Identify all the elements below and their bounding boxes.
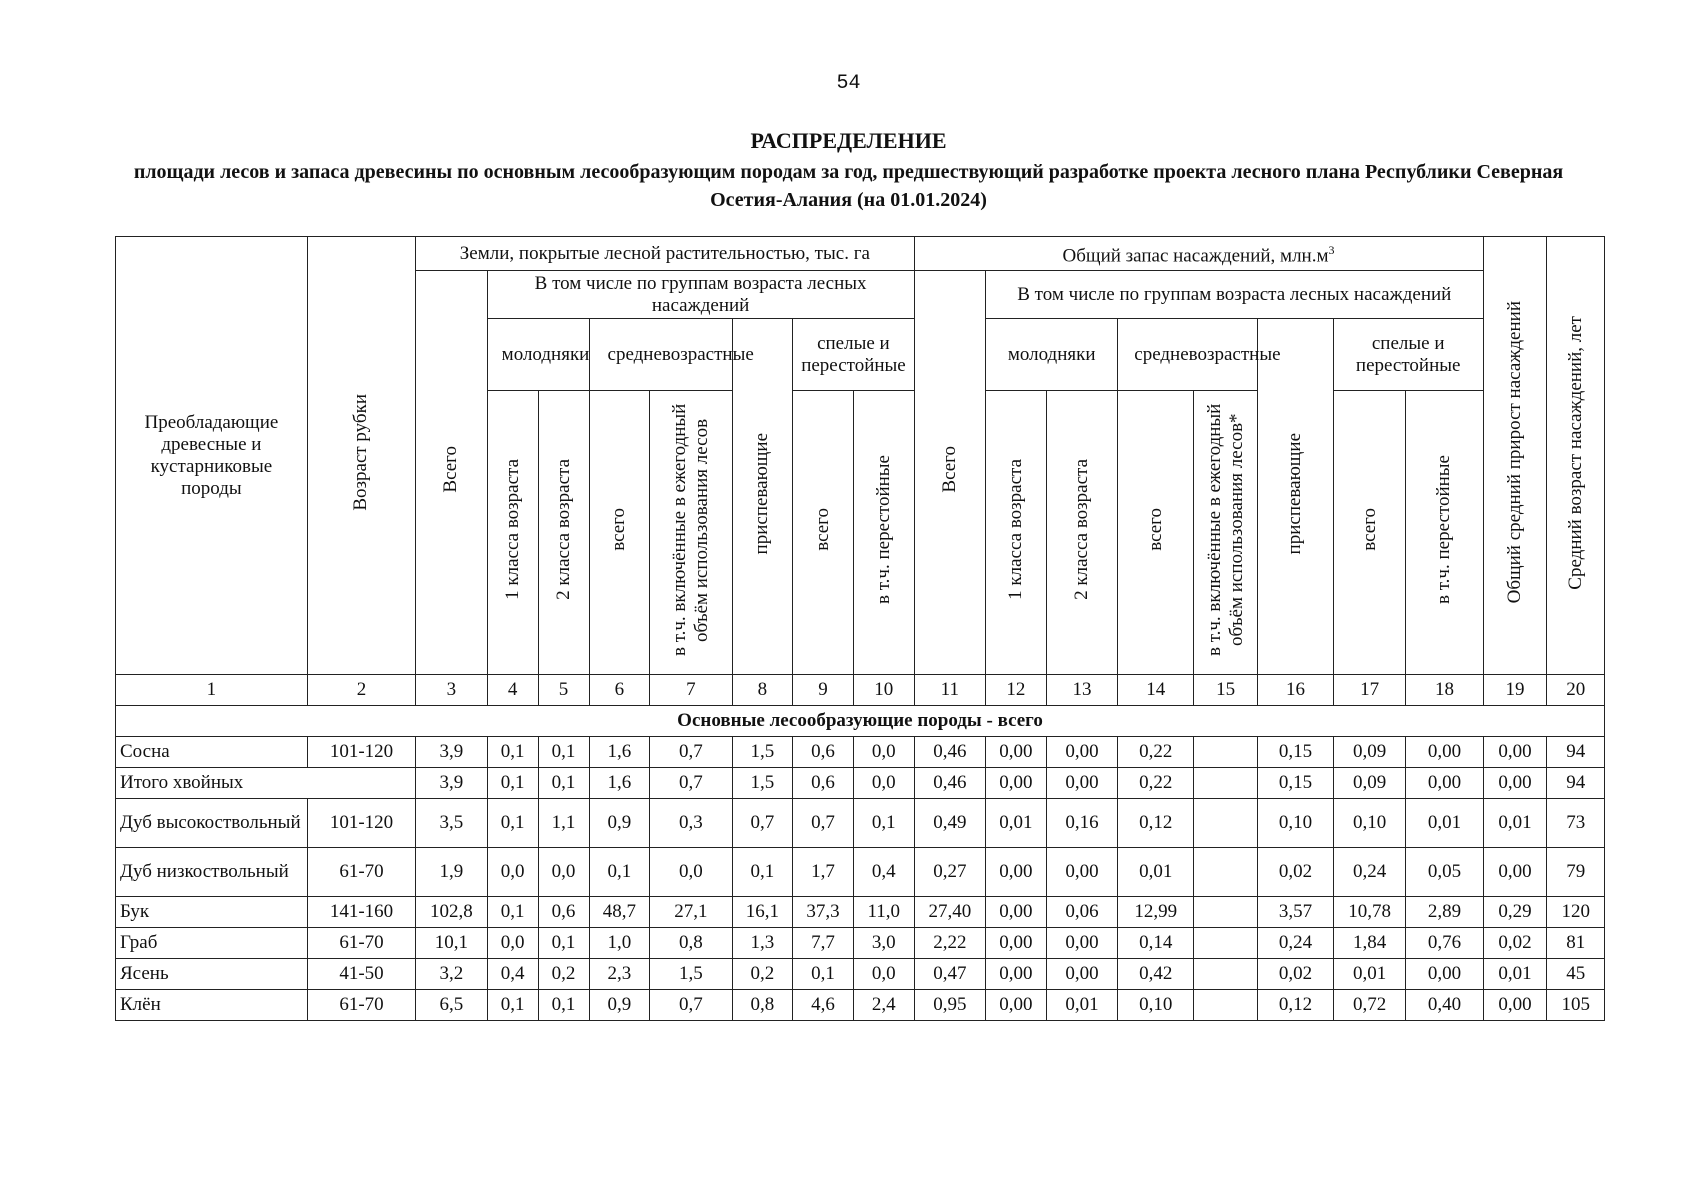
area-class1-header [487, 391, 538, 675]
value-cell: 0,1 [487, 897, 538, 928]
value-cell: 0,02 [1483, 928, 1547, 959]
volume-mature-header [1333, 319, 1483, 391]
area-group-label: Земли, покрытые лесной растительностью, тыс. га [459, 242, 870, 264]
value-cell: 0,1 [538, 928, 589, 959]
table-body [116, 237, 1605, 1021]
area-middle-all-label: всего [608, 508, 630, 551]
value-cell: 48,7 [589, 897, 650, 928]
value-cell: 1,7 [793, 848, 854, 897]
volume-incl-label: В том числе по группам возраста лесных насаждений [1017, 283, 1452, 305]
value-cell: 0,29 [1483, 897, 1547, 928]
cutting-age-cell: 61-70 [307, 848, 415, 897]
value-cell: 0,7 [793, 799, 854, 848]
value-cell: 2,4 [853, 990, 914, 1021]
value-cell: 0,01 [1118, 848, 1194, 897]
value-cell: 0,0 [853, 959, 914, 990]
value-cell: 0,6 [793, 737, 854, 768]
value-cell: 12,99 [1118, 897, 1194, 928]
value-cell: 0,06 [1046, 897, 1118, 928]
table-row [116, 848, 1605, 897]
table-row [116, 928, 1605, 959]
value-cell: 0,10 [1118, 990, 1194, 1021]
table-row [116, 737, 1605, 768]
area-overmature-label: в т.ч. перестойные [872, 455, 894, 604]
value-cell: 45 [1547, 959, 1605, 990]
value-cell: 0,01 [1046, 990, 1118, 1021]
volume-group-header [914, 237, 1483, 271]
value-cell: 0,9 [589, 990, 650, 1021]
value-cell: 3,9 [416, 737, 488, 768]
area-middle-annual-label: в т.ч. включённые в ежегодный объём использования лесов [668, 403, 712, 656]
value-cell: 0,01 [1333, 959, 1406, 990]
header-row-1 [116, 237, 1605, 271]
value-cell: 0,4 [487, 959, 538, 990]
value-cell: 0,1 [487, 737, 538, 768]
value-cell: 27,1 [650, 897, 732, 928]
value-cell: 0,1 [732, 848, 793, 897]
value-cell: 0,1 [538, 990, 589, 1021]
volume-class1-label: 1 класса возраста [1004, 459, 1026, 600]
volume-mature-label: спелые и перестойные [1355, 332, 1461, 376]
value-cell: 10,78 [1333, 897, 1406, 928]
value-cell: 0,46 [914, 768, 986, 799]
value-cell: 0,1 [853, 799, 914, 848]
value-cell: 79 [1547, 848, 1605, 897]
value-cell: 0,00 [1406, 768, 1483, 799]
document-subtitle: площади лесов и запаса древесины по основным лесообразующим породам за год, предшествующий разработке проекта лесного плана Республики Северная Осетия-Алания (на 01.01.2024) [133, 161, 1564, 211]
table-row [116, 768, 1605, 799]
value-cell: 3,57 [1258, 897, 1334, 928]
value-cell: 1,84 [1333, 928, 1406, 959]
value-cell [1194, 897, 1258, 928]
value-cell: 0,02 [1258, 959, 1334, 990]
avg-growth-label: Общий средний прирост насаждений [1503, 301, 1525, 604]
value-cell: 0,01 [1483, 799, 1547, 848]
area-class2-label: 2 класса возраста [552, 459, 574, 600]
cutting-age-label: Возраст рубки [350, 394, 372, 511]
species-name-cell: Граб [116, 928, 308, 959]
value-cell: 0,7 [650, 990, 732, 1021]
volume-incl-header [986, 271, 1483, 319]
column-number-cell: 3 [416, 675, 488, 706]
page-number: 54 [836, 72, 861, 95]
value-cell: 0,10 [1333, 799, 1406, 848]
volume-middle-annual-header [1194, 391, 1258, 675]
area-young-label: молодняки [501, 343, 590, 365]
value-cell: 0,24 [1333, 848, 1406, 897]
value-cell: 0,1 [487, 799, 538, 848]
value-cell: 0,76 [1406, 928, 1483, 959]
value-cell: 0,00 [1046, 959, 1118, 990]
area-class2-header [538, 391, 589, 675]
value-cell: 0,15 [1258, 768, 1334, 799]
species-header-label: Преобладающие древесные и кустарниковые породы [144, 411, 279, 499]
value-cell: 0,1 [538, 768, 589, 799]
value-cell: 0,1 [589, 848, 650, 897]
volume-unit-sup: 3 [1328, 243, 1335, 258]
value-cell: 2,22 [914, 928, 986, 959]
area-middle-all-header [589, 391, 650, 675]
area-premature-header [732, 319, 793, 675]
species-header [116, 237, 308, 675]
value-cell: 0,3 [650, 799, 732, 848]
table-row [116, 990, 1605, 1021]
value-cell: 0,49 [914, 799, 986, 848]
avg-age-header [1547, 237, 1605, 675]
species-name-cell: Сосна [116, 737, 308, 768]
species-name-cell: Бук [116, 897, 308, 928]
value-cell: 0,0 [487, 848, 538, 897]
value-cell: 0,6 [793, 768, 854, 799]
cutting-age-cell: 101-120 [307, 799, 415, 848]
value-cell: 94 [1547, 737, 1605, 768]
area-class1-label: 1 класса возраста [501, 459, 523, 600]
column-number-cell: 10 [853, 675, 914, 706]
value-cell: 0,01 [986, 799, 1047, 848]
area-group-header [416, 237, 914, 271]
value-cell: 0,10 [1258, 799, 1334, 848]
value-cell: 1,5 [732, 768, 793, 799]
value-cell: 0,42 [1118, 959, 1194, 990]
value-cell: 0,1 [487, 990, 538, 1021]
value-cell: 0,00 [1406, 737, 1483, 768]
value-cell: 1,6 [589, 737, 650, 768]
volume-overmature-label: в т.ч. перестойные [1433, 455, 1455, 604]
column-number-cell: 2 [307, 675, 415, 706]
cutting-age-cell: 41-50 [307, 959, 415, 990]
document-title: РАСПРЕДЕЛЕНИЕ [750, 128, 947, 153]
volume-premature-label: приспевающие [1284, 432, 1306, 555]
area-total-label: Всего [440, 446, 462, 493]
value-cell: 3,9 [416, 768, 488, 799]
cutting-age-cell: 141-160 [307, 897, 415, 928]
column-number-cell: 11 [914, 675, 986, 706]
avg-age-label: Средний возраст насаждений, лет [1564, 315, 1586, 590]
area-middle-header [589, 319, 754, 391]
column-number-cell: 6 [589, 675, 650, 706]
table-row [116, 799, 1605, 848]
value-cell: 0,05 [1406, 848, 1483, 897]
value-cell: 0,0 [650, 848, 732, 897]
cutting-age-cell: 101-120 [307, 737, 415, 768]
value-cell: 0,4 [853, 848, 914, 897]
value-cell: 0,00 [986, 768, 1047, 799]
value-cell: 1,0 [589, 928, 650, 959]
value-cell: 0,27 [914, 848, 986, 897]
value-cell [1194, 799, 1258, 848]
value-cell: 0,00 [986, 848, 1047, 897]
value-cell [1194, 928, 1258, 959]
table-row [116, 959, 1605, 990]
column-number-cell: 18 [1406, 675, 1483, 706]
value-cell: 2,89 [1406, 897, 1483, 928]
volume-middle-label: средневозрастные [1134, 343, 1281, 365]
column-number-cell: 13 [1046, 675, 1118, 706]
volume-mature-all-header [1333, 391, 1406, 675]
value-cell: 2,3 [589, 959, 650, 990]
column-number-row [116, 675, 1605, 706]
value-cell: 1,5 [650, 959, 732, 990]
value-cell: 11,0 [853, 897, 914, 928]
value-cell: 0,12 [1118, 799, 1194, 848]
value-cell: 0,12 [1258, 990, 1334, 1021]
value-cell: 0,7 [732, 799, 793, 848]
column-number-cell: 7 [650, 675, 732, 706]
value-cell [1194, 848, 1258, 897]
value-cell: 0,01 [1483, 959, 1547, 990]
value-cell: 0,24 [1258, 928, 1334, 959]
value-cell: 0,7 [650, 768, 732, 799]
value-cell: 37,3 [793, 897, 854, 928]
column-number-cell: 1 [116, 675, 308, 706]
value-cell: 0,00 [986, 737, 1047, 768]
cutting-age-cell: 61-70 [307, 928, 415, 959]
value-cell: 0,0 [487, 928, 538, 959]
value-cell: 0,09 [1333, 737, 1406, 768]
value-cell: 1,3 [732, 928, 793, 959]
volume-total-header [914, 271, 986, 675]
value-cell: 0,00 [1046, 848, 1118, 897]
value-cell: 0,00 [1483, 737, 1547, 768]
column-number-cell: 17 [1333, 675, 1406, 706]
volume-young-label: молодняки [1007, 343, 1096, 365]
value-cell: 0,2 [732, 959, 793, 990]
forest-distribution-table [115, 236, 1605, 1021]
value-cell [1194, 737, 1258, 768]
area-middle-annual-header [650, 391, 732, 675]
section-row [116, 706, 1605, 737]
value-cell [1194, 768, 1258, 799]
column-number-cell: 4 [487, 675, 538, 706]
value-cell: 1,9 [416, 848, 488, 897]
value-cell: 0,7 [650, 737, 732, 768]
cutting-age-cell: 61-70 [307, 990, 415, 1021]
species-name-cell: Итого хвойных [116, 768, 416, 799]
value-cell: 0,00 [1046, 737, 1118, 768]
value-cell: 1,1 [538, 799, 589, 848]
value-cell: 6,5 [416, 990, 488, 1021]
value-cell: 3,2 [416, 959, 488, 990]
value-cell: 0,1 [538, 737, 589, 768]
value-cell: 0,2 [538, 959, 589, 990]
area-mature-all-label: всего [812, 508, 834, 551]
value-cell: 0,47 [914, 959, 986, 990]
value-cell: 16,1 [732, 897, 793, 928]
volume-class1-header [986, 391, 1047, 675]
value-cell: 0,00 [986, 990, 1047, 1021]
area-total-header [416, 271, 488, 675]
volume-young-header [986, 319, 1118, 391]
area-mature-label: спелые и перестойные [801, 332, 906, 376]
value-cell: 0,8 [650, 928, 732, 959]
volume-middle-all-header [1118, 391, 1194, 675]
value-cell: 0,00 [1483, 768, 1547, 799]
value-cell: 0,22 [1118, 768, 1194, 799]
species-name-cell: Дуб высокоствольный [116, 799, 308, 848]
column-number-cell: 15 [1194, 675, 1258, 706]
value-cell: 0,46 [914, 737, 986, 768]
value-cell: 0,8 [732, 990, 793, 1021]
value-cell: 0,02 [1258, 848, 1334, 897]
value-cell: 0,00 [986, 928, 1047, 959]
value-cell: 0,14 [1118, 928, 1194, 959]
value-cell: 0,00 [1046, 928, 1118, 959]
area-premature-label: приспевающие [751, 432, 773, 555]
value-cell: 120 [1547, 897, 1605, 928]
area-mature-all-header [793, 391, 854, 675]
value-cell: 0,72 [1333, 990, 1406, 1021]
volume-mature-all-label: всего [1358, 508, 1380, 551]
species-name-cell: Клён [116, 990, 308, 1021]
cutting-age-header [307, 237, 415, 675]
volume-class2-header [1046, 391, 1118, 675]
area-mature-header [793, 319, 914, 391]
value-cell: 3,0 [853, 928, 914, 959]
volume-group-label: Общий запас насаждений, млн.м [1062, 245, 1329, 267]
value-cell: 4,6 [793, 990, 854, 1021]
volume-middle-annual-label: в т.ч. включённые в ежегодный объём использования лесов* [1203, 403, 1247, 656]
column-number-cell: 8 [732, 675, 793, 706]
value-cell: 0,40 [1406, 990, 1483, 1021]
species-name-cell: Ясень [116, 959, 308, 990]
area-overmature-header [853, 391, 914, 675]
value-cell: 0,00 [1483, 848, 1547, 897]
column-number-cell: 19 [1483, 675, 1547, 706]
value-cell: 0,00 [986, 959, 1047, 990]
value-cell: 0,16 [1046, 799, 1118, 848]
area-incl-header [487, 271, 914, 319]
column-number-cell: 9 [793, 675, 854, 706]
volume-class2-label: 2 класса возраста [1071, 459, 1092, 600]
column-number-cell: 5 [538, 675, 589, 706]
volume-overmature-header [1406, 391, 1483, 675]
avg-growth-header [1483, 237, 1547, 675]
area-incl-label: В том числе по группам возраста лесных насаждений [534, 272, 867, 316]
value-cell: 7,7 [793, 928, 854, 959]
column-number-cell: 14 [1118, 675, 1194, 706]
value-cell: 0,00 [1483, 990, 1547, 1021]
column-number-cell: 20 [1547, 675, 1605, 706]
value-cell: 10,1 [416, 928, 488, 959]
value-cell: 0,00 [986, 897, 1047, 928]
value-cell: 0,1 [793, 959, 854, 990]
value-cell: 3,5 [416, 799, 488, 848]
value-cell: 0,1 [487, 768, 538, 799]
area-middle-label: средневозрастные [607, 343, 754, 365]
volume-middle-all-label: всего [1144, 508, 1166, 551]
column-number-cell: 16 [1258, 675, 1334, 706]
value-cell: 81 [1547, 928, 1605, 959]
value-cell [1194, 959, 1258, 990]
value-cell: 0,00 [1046, 768, 1118, 799]
species-name-cell: Дуб низкоствольный [116, 848, 308, 897]
value-cell: 73 [1547, 799, 1605, 848]
value-cell: 0,0 [853, 737, 914, 768]
table-row [116, 897, 1605, 928]
value-cell: 105 [1547, 990, 1605, 1021]
value-cell: 0,00 [1406, 959, 1483, 990]
value-cell: 0,15 [1258, 737, 1334, 768]
value-cell: 0,01 [1406, 799, 1483, 848]
value-cell: 27,40 [914, 897, 986, 928]
value-cell: 1,5 [732, 737, 793, 768]
value-cell: 102,8 [416, 897, 488, 928]
value-cell: 0,6 [538, 897, 589, 928]
volume-premature-header [1258, 319, 1334, 675]
value-cell: 0,0 [853, 768, 914, 799]
value-cell: 0,95 [914, 990, 986, 1021]
value-cell: 0,9 [589, 799, 650, 848]
value-cell: 94 [1547, 768, 1605, 799]
volume-total-label: Всего [938, 446, 960, 493]
value-cell: 0,22 [1118, 737, 1194, 768]
section-title: Основные лесообразующие породы - всего [116, 706, 1605, 737]
value-cell [1194, 990, 1258, 1021]
value-cell: 1,6 [589, 768, 650, 799]
column-number-cell: 12 [986, 675, 1047, 706]
value-cell: 0,0 [538, 848, 589, 897]
area-young-header [487, 319, 589, 391]
value-cell: 0,09 [1333, 768, 1406, 799]
volume-middle-header [1118, 319, 1281, 391]
